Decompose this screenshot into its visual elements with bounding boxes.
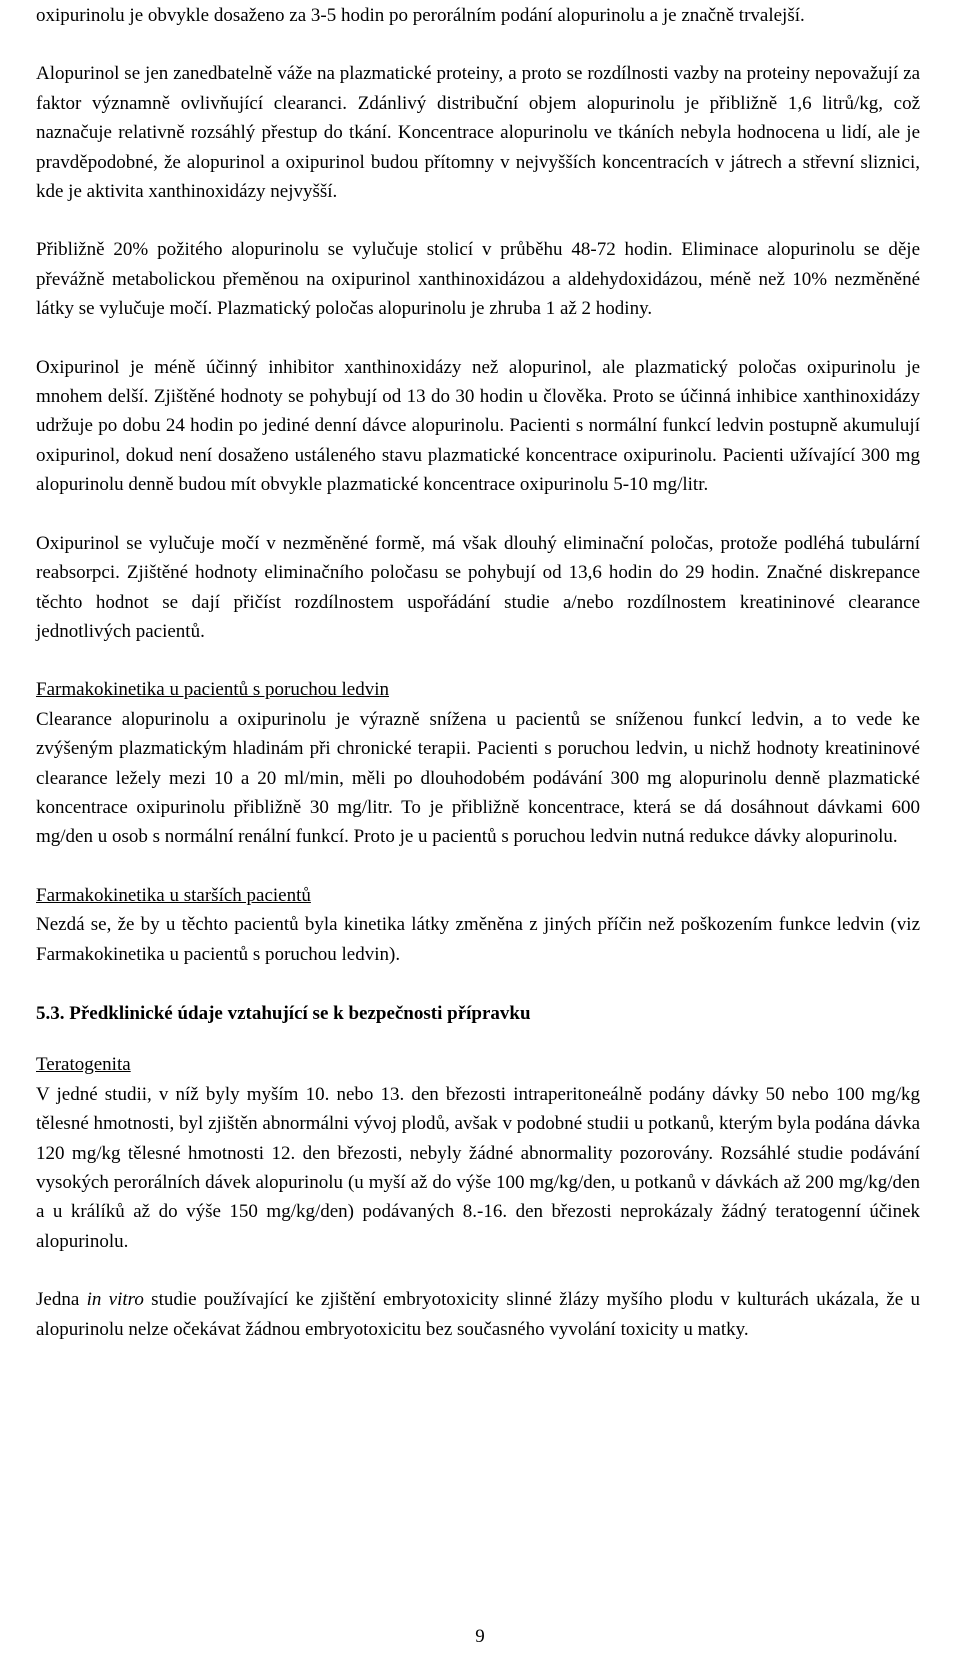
- paragraph-in-vitro: [36, 1285, 920, 1344]
- in-vitro-text-end: studie používající ke zjištění embryotoxicity slinné žlázy myšího plodu v kulturách ukázala, že u alopurinolu nelze očekávat žádnou embryotoxicitu bez současného vyvolání toxicity u matky.: [36, 1289, 920, 1340]
- paragraph-elimination: Přibližně 20% požitého alopurinolu se vylučuje stolicí v průběhu 48-72 hodin. Eliminace alopurinolu se děje převážně metabolickou přeměnou na oxipurinol xanthinoxidázou a aldehydoxidázou, méně než 10% nezměněné látky se vylučuje močí. Plazmatický poločas alopurinolu je zhruba 1 až 2 hodiny.: [36, 239, 920, 320]
- paragraph-oxipurinol-halflife: Oxipurinol je méně účinný inhibitor xanthinoxidázy než alopurinol, ale plazmatický poločas oxipurinolu je mnohem delší. Zjištěné hodnoty se pohybují od 13 do 30 hodin u člověka. Proto se účinná inhibice xanthinoxidázy udržuje po dobu 24 hodin po jediné denní dávce alopurinolu. Pacienti s normální funkcí ledvin postupně akumulují oxipurinol, dokud není dosaženo ustáleného stavu plazmatické koncentrace oxipurinolu. Pacienti užívající 300 mg alopurinolu denně budou mít obvykle plazmatické koncentrace oxipurinolu 5-10 mg/litr.: [36, 356, 920, 496]
- heading-teratogenicity: Teratogenita: [36, 1054, 131, 1076]
- paragraph-renal-impairment: Clearance alopurinolu a oxipurinolu je výrazně snížena u pacientů se sníženou funkcí ledvin, a to vede ke zvýšeným plazmatickým hladinám při chronické terapii. Pacienti s poruchou ledvin, u nichž hodnoty kreatininové clearance ležely mezi 10 a 20 ml/min, měli po dlouhodobém podávání 300 mg alopurinolu denně plazmatické koncentrace oxipurinolu přibližně 30 mg/litr. To je přibližně koncentrace, která se dá dosáhnout dávkami 600 mg/den u osob s normální renální funkcí. Proto je u pacientů s poruchou ledvin nutná redukce dávky alopurinolu.: [36, 708, 920, 848]
- paragraph-teratogenicity: V jedné studii, v níž byly myším 10. nebo 13. den březosti intraperitoneálně podány dávky 50 nebo 100 mg/kg tělesné hmotnosti, byl zjištěn abnormálni vývoj plodů, avšak v podobné studii u potkanů, kterým byla podána dávka 120 mg/kg tělesné hmotnosti 12. den březosti, nebyly žádné abnormality pozorovány. Rozsáhlé studie podávání vysokých perorálních dávek alopurinolu (u myší až do výše 100 mg/kg/den, u potkanů v dávkách až 200 mg/kg/den a u králíků až do výše 150 mg/kg/den) podávaných 8.-16. den březosti neprokázaly žádný teratogenní účinek alopurinolu.: [36, 1083, 920, 1252]
- paragraph-distribution: Alopurinol se jen zanedbatelně váže na plazmatické proteiny, a proto se rozdílnosti vazby na proteiny nepovažují za faktor významně ovlivňující clearanci. Zdánlivý distribuční objem alopurinolu je přibližně 1,6 litrů/kg, což naznačuje relativně rozsáhlý přestup do tkání. Koncentrace alopurinolu ve tkáních nebyla hodnocena u lidí, ale je pravděpodobné, že alopurinol a oxipurinol budou přítomny v nejvyšších koncentracích v játrech a střevní sliznici, kde je aktivita xanthinoxidázy nejvyšší.: [36, 63, 920, 203]
- heading-elderly: Farmakokinetika u starších pacientů: [36, 884, 311, 906]
- in-vitro-text-start: Jedna: [36, 1289, 87, 1311]
- paragraph-oxipurinol-excretion: Oxipurinol se vylučuje močí v nezměněné formě, má však dlouhý eliminační poločas, protože podléhá tubulární reabsorpci. Zjištěné hodnoty eliminačního poločasu se pohybují od 13,6 hodin do 29 hodin. Značné diskrepance těchto hodnot se dají přičíst rozdílnostem uspořádání studie a/nebo rozdílnostem kreatininové clearance jednotlivých pacientů.: [36, 532, 920, 642]
- heading-renal-impairment: Farmakokinetika u pacientů s poruchou ledvin: [36, 679, 389, 701]
- page-number: 9: [475, 1626, 485, 1647]
- in-vitro-italic: in vitro: [86, 1289, 144, 1311]
- paragraph-oxipurinol-onset: oxipurinolu je obvykle dosaženo za 3-5 hodin po perorálním podání alopurinolu a je značně trvalejší.: [36, 5, 805, 26]
- paragraph-elderly: Nezdá se, že by u těchto pacientů byla kinetika látky změněna z jiných příčin než poškozením funkce ledvin (viz Farmakokinetika u pacientů s poruchou ledvin).: [36, 914, 920, 965]
- section-title-preclinical: 5.3. Předklinické údaje vztahující se k bezpečnosti přípravku: [36, 1002, 531, 1024]
